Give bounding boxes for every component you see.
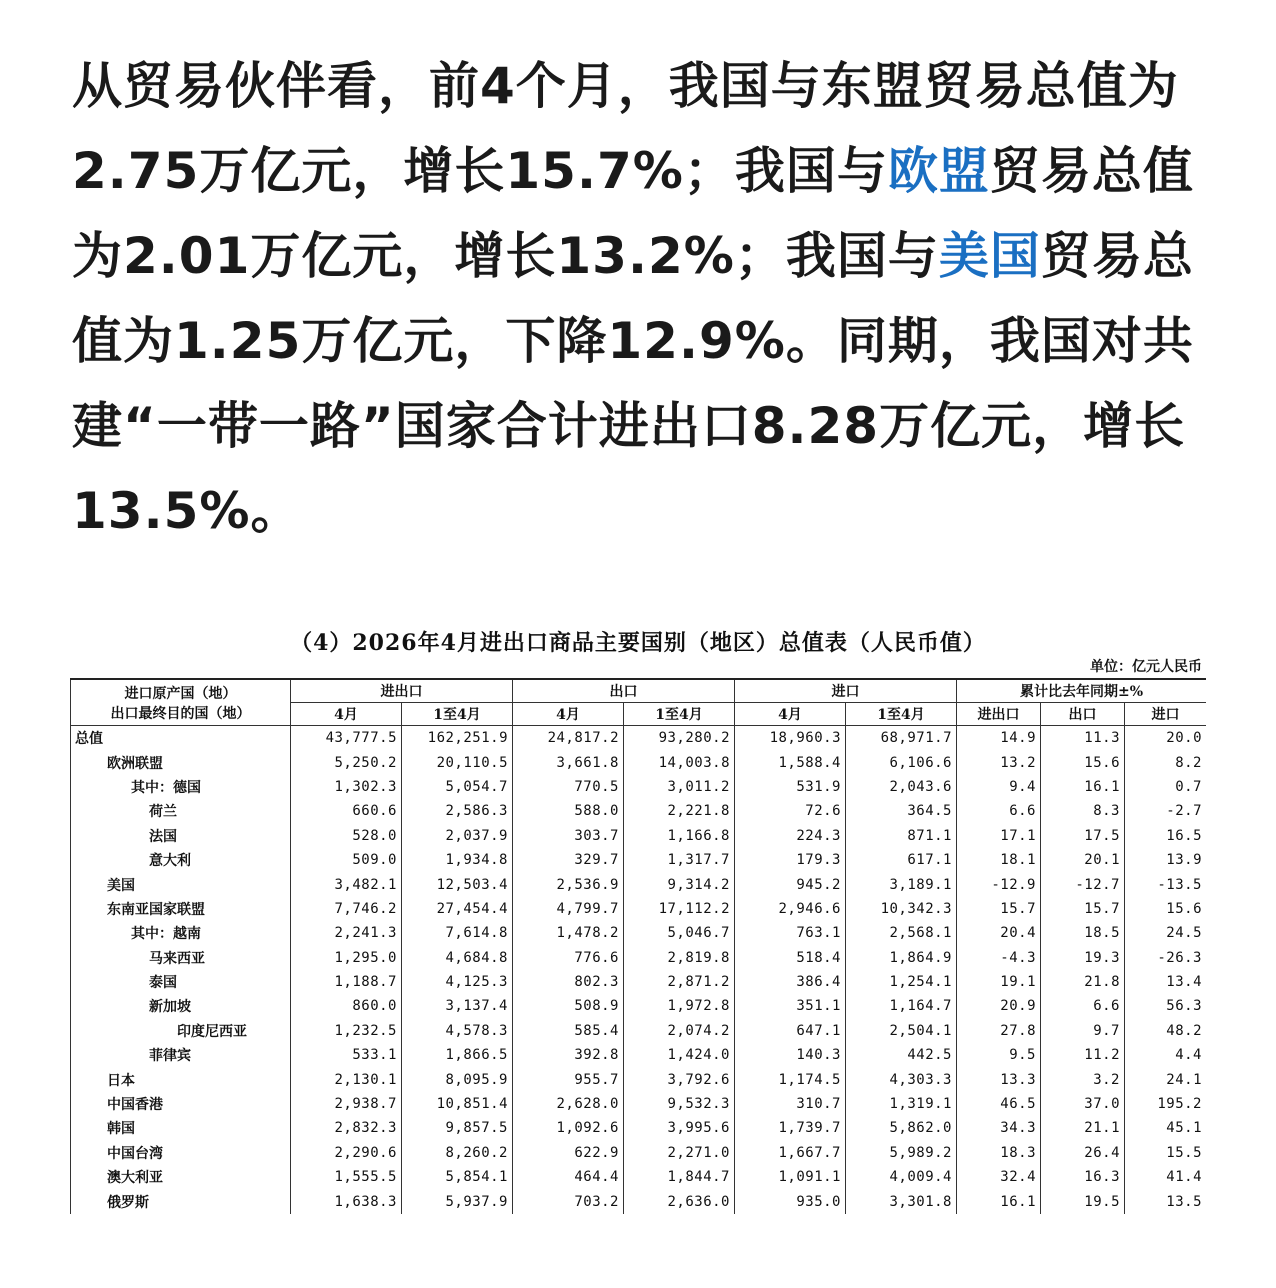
value-cell: 16.1 [957, 1189, 1041, 1213]
header-group-yoy: 累计比去年同期±% [957, 679, 1207, 703]
value-cell: 776.6 [513, 946, 624, 970]
header-sub-col: 1至4月 [402, 703, 513, 726]
header-sub-col: 1至4月 [624, 703, 735, 726]
table-row [71, 1116, 1207, 1140]
country-name-cell: 美国 [71, 872, 291, 896]
value-cell: 15.7 [1041, 897, 1125, 921]
value-cell: 2,290.6 [291, 1141, 402, 1165]
value-cell: 871.1 [846, 824, 957, 848]
value-cell: 93,280.2 [624, 726, 735, 751]
country-name-cell: 法国 [71, 824, 291, 848]
header-sub-col: 4月 [513, 703, 624, 726]
value-cell: 5,854.1 [402, 1165, 513, 1189]
value-cell: 660.6 [291, 799, 402, 823]
value-cell: 17,112.2 [624, 897, 735, 921]
value-cell: 386.4 [735, 970, 846, 994]
value-cell: 4,303.3 [846, 1067, 957, 1091]
value-cell: 1,424.0 [624, 1043, 735, 1067]
value-cell: 1,091.1 [735, 1165, 846, 1189]
value-cell: 4,799.7 [513, 897, 624, 921]
header-country [71, 679, 291, 726]
value-cell: 4,125.3 [402, 970, 513, 994]
value-cell: 6,106.6 [846, 750, 957, 774]
value-cell: -13.5 [1125, 872, 1207, 896]
value-cell: 2,037.9 [402, 824, 513, 848]
value-cell: 21.8 [1041, 970, 1125, 994]
header-sub-col: 进出口 [957, 703, 1041, 726]
value-cell: 34.3 [957, 1116, 1041, 1140]
value-cell: 195.2 [1125, 1092, 1207, 1116]
value-cell: 10,342.3 [846, 897, 957, 921]
value-cell: 442.5 [846, 1043, 957, 1067]
value-cell: 32.4 [957, 1165, 1041, 1189]
value-cell: 3,995.6 [624, 1116, 735, 1140]
value-cell: 528.0 [291, 824, 402, 848]
value-cell: 11.2 [1041, 1043, 1125, 1067]
value-cell: 27.8 [957, 1019, 1041, 1043]
header-group-export: 出口 [513, 679, 735, 703]
value-cell: 19.5 [1041, 1189, 1125, 1213]
value-cell: 46.5 [957, 1092, 1041, 1116]
value-cell: 13.2 [957, 750, 1041, 774]
value-cell: 13.5 [1125, 1189, 1207, 1213]
value-cell: 1,188.7 [291, 970, 402, 994]
value-cell: 2,536.9 [513, 872, 624, 896]
table-row [71, 848, 1207, 872]
value-cell: 1,295.0 [291, 946, 402, 970]
table-row [71, 946, 1207, 970]
value-cell: 3.2 [1041, 1067, 1125, 1091]
value-cell: 860.0 [291, 994, 402, 1018]
value-cell: 5,989.2 [846, 1141, 957, 1165]
value-cell: 802.3 [513, 970, 624, 994]
value-cell: 2,946.6 [735, 897, 846, 921]
value-cell: 1,866.5 [402, 1043, 513, 1067]
table-row [71, 1141, 1207, 1165]
value-cell: 24,817.2 [513, 726, 624, 751]
value-cell: 3,661.8 [513, 750, 624, 774]
article-text-part-1: 从贸易伙伴看，前4个月，我国与东盟贸易总值为2.75万亿元，增长15.7%；我国与 [72, 57, 1179, 200]
value-cell: 1,092.6 [513, 1116, 624, 1140]
value-cell: 43,777.5 [291, 726, 402, 751]
value-cell: 1,555.5 [291, 1165, 402, 1189]
value-cell: 2,241.3 [291, 921, 402, 945]
value-cell: 329.7 [513, 848, 624, 872]
country-name-cell: 其中：越南 [71, 921, 291, 945]
value-cell: 585.4 [513, 1019, 624, 1043]
table-row [71, 1043, 1207, 1067]
value-cell: 18.3 [957, 1141, 1041, 1165]
value-cell: 2,130.1 [291, 1067, 402, 1091]
value-cell: -26.3 [1125, 946, 1207, 970]
table-row [71, 726, 1207, 751]
value-cell: 9,314.2 [624, 872, 735, 896]
value-cell: 7,614.8 [402, 921, 513, 945]
table-row [71, 994, 1207, 1018]
table-row [71, 970, 1207, 994]
value-cell: 518.4 [735, 946, 846, 970]
value-cell: 68,971.7 [846, 726, 957, 751]
value-cell: 1,478.2 [513, 921, 624, 945]
value-cell: 6.6 [1041, 994, 1125, 1018]
value-cell: 41.4 [1125, 1165, 1207, 1189]
value-cell: 14,003.8 [624, 750, 735, 774]
table-row [71, 872, 1207, 896]
table-row [71, 1019, 1207, 1043]
value-cell: 3,301.8 [846, 1189, 957, 1213]
value-cell: -12.9 [957, 872, 1041, 896]
value-cell: -4.3 [957, 946, 1041, 970]
header-sub-col: 进口 [1125, 703, 1207, 726]
value-cell: 8.3 [1041, 799, 1125, 823]
value-cell: 13.3 [957, 1067, 1041, 1091]
value-cell: 1,588.4 [735, 750, 846, 774]
country-name-cell: 意大利 [71, 848, 291, 872]
table-row [71, 750, 1207, 774]
value-cell: 24.1 [1125, 1067, 1207, 1091]
country-name-cell: 其中：德国 [71, 775, 291, 799]
header-sub-col: 4月 [291, 703, 402, 726]
value-cell: 20.9 [957, 994, 1041, 1018]
value-cell: 45.1 [1125, 1116, 1207, 1140]
value-cell: 2,271.0 [624, 1141, 735, 1165]
value-cell: 2,568.1 [846, 921, 957, 945]
value-cell: 140.3 [735, 1043, 846, 1067]
value-cell: 533.1 [291, 1043, 402, 1067]
value-cell: 16.5 [1125, 824, 1207, 848]
value-cell: 1,319.1 [846, 1092, 957, 1116]
value-cell: 4,578.3 [402, 1019, 513, 1043]
header-sub-col: 4月 [735, 703, 846, 726]
value-cell: 508.9 [513, 994, 624, 1018]
table-row [71, 1092, 1207, 1116]
value-cell: 17.1 [957, 824, 1041, 848]
table-body [71, 726, 1207, 1214]
value-cell: -12.7 [1041, 872, 1125, 896]
table-row [71, 824, 1207, 848]
value-cell: 17.5 [1041, 824, 1125, 848]
country-name-cell: 俄罗斯 [71, 1189, 291, 1213]
value-cell: -2.7 [1125, 799, 1207, 823]
value-cell: 5,250.2 [291, 750, 402, 774]
value-cell: 5,937.9 [402, 1189, 513, 1213]
value-cell: 15.5 [1125, 1141, 1207, 1165]
value-cell: 310.7 [735, 1092, 846, 1116]
header-sub-col: 出口 [1041, 703, 1125, 726]
value-cell: 2,586.3 [402, 799, 513, 823]
country-name-cell: 中国台湾 [71, 1141, 291, 1165]
value-cell: 935.0 [735, 1189, 846, 1213]
value-cell: 622.9 [513, 1141, 624, 1165]
value-cell: 2,938.7 [291, 1092, 402, 1116]
table-row [71, 1189, 1207, 1213]
header-sub-col: 1至4月 [846, 703, 957, 726]
link-us[interactable]: 美国 [938, 227, 1041, 285]
header-group-import: 进口 [735, 679, 957, 703]
value-cell: 351.1 [735, 994, 846, 1018]
header-group-total: 进出口 [291, 679, 513, 703]
value-cell: 15.7 [957, 897, 1041, 921]
value-cell: 18.1 [957, 848, 1041, 872]
country-name-cell: 澳大利亚 [71, 1165, 291, 1189]
value-cell: 20.0 [1125, 726, 1207, 751]
value-cell: 2,819.8 [624, 946, 735, 970]
country-name-cell: 中国香港 [71, 1092, 291, 1116]
value-cell: 7,746.2 [291, 897, 402, 921]
country-name-cell: 新加坡 [71, 994, 291, 1018]
value-cell: 56.3 [1125, 994, 1207, 1018]
value-cell: 15.6 [1041, 750, 1125, 774]
value-cell: 1,317.7 [624, 848, 735, 872]
table-row [71, 775, 1207, 799]
value-cell: 9.7 [1041, 1019, 1125, 1043]
table-row [71, 897, 1207, 921]
table-row [71, 921, 1207, 945]
table-row [71, 1067, 1207, 1091]
value-cell: 16.3 [1041, 1165, 1125, 1189]
value-cell: 364.5 [846, 799, 957, 823]
value-cell: 224.3 [735, 824, 846, 848]
value-cell: 1,638.3 [291, 1189, 402, 1213]
link-eu[interactable]: 欧盟 [887, 142, 990, 200]
value-cell: 1,739.7 [735, 1116, 846, 1140]
value-cell: 5,054.7 [402, 775, 513, 799]
header-country-line1: 进口原产国（地） [124, 685, 237, 702]
value-cell: 1,934.8 [402, 848, 513, 872]
value-cell: 945.2 [735, 872, 846, 896]
value-cell: 6.6 [957, 799, 1041, 823]
value-cell: 3,189.1 [846, 872, 957, 896]
value-cell: 2,221.8 [624, 799, 735, 823]
value-cell: 26.4 [1041, 1141, 1125, 1165]
article-text [72, 44, 1212, 554]
value-cell: 3,137.4 [402, 994, 513, 1018]
value-cell: 531.9 [735, 775, 846, 799]
value-cell: 15.6 [1125, 897, 1207, 921]
value-cell: 48.2 [1125, 1019, 1207, 1043]
value-cell: 4.4 [1125, 1043, 1207, 1067]
value-cell: 4,009.4 [846, 1165, 957, 1189]
value-cell: 13.9 [1125, 848, 1207, 872]
value-cell: 8.2 [1125, 750, 1207, 774]
value-cell: 1,174.5 [735, 1067, 846, 1091]
value-cell: 24.5 [1125, 921, 1207, 945]
country-name-cell: 东南亚国家联盟 [71, 897, 291, 921]
value-cell: 8,095.9 [402, 1067, 513, 1091]
value-cell: 1,864.9 [846, 946, 957, 970]
value-cell: 588.0 [513, 799, 624, 823]
country-name-cell: 泰国 [71, 970, 291, 994]
value-cell: 5,862.0 [846, 1116, 957, 1140]
value-cell: 21.1 [1041, 1116, 1125, 1140]
country-name-cell: 总值 [71, 726, 291, 751]
value-cell: 2,832.3 [291, 1116, 402, 1140]
value-cell: 1,166.8 [624, 824, 735, 848]
value-cell: 14.9 [957, 726, 1041, 751]
country-name-cell: 荷兰 [71, 799, 291, 823]
value-cell: 1,232.5 [291, 1019, 402, 1043]
value-cell: 1,972.8 [624, 994, 735, 1018]
value-cell: 72.6 [735, 799, 846, 823]
value-cell: 647.1 [735, 1019, 846, 1043]
value-cell: 4,684.8 [402, 946, 513, 970]
value-cell: 12,503.4 [402, 872, 513, 896]
value-cell: 16.1 [1041, 775, 1125, 799]
value-cell: 464.4 [513, 1165, 624, 1189]
value-cell: 617.1 [846, 848, 957, 872]
header-country-line2: 出口最终目的国（地） [110, 705, 251, 722]
value-cell: 2,628.0 [513, 1092, 624, 1116]
value-cell: 3,792.6 [624, 1067, 735, 1091]
value-cell: 11.3 [1041, 726, 1125, 751]
value-cell: 162,251.9 [402, 726, 513, 751]
value-cell: 1,667.7 [735, 1141, 846, 1165]
trade-table-image [70, 622, 1206, 1242]
value-cell: 9,532.3 [624, 1092, 735, 1116]
value-cell: 2,871.2 [624, 970, 735, 994]
value-cell: 27,454.4 [402, 897, 513, 921]
value-cell: 1,254.1 [846, 970, 957, 994]
value-cell: 703.2 [513, 1189, 624, 1213]
article-text-part-2: 贸易总值为2.01万亿元，增长13.2%；我国与 [72, 142, 1194, 285]
value-cell: 9.4 [957, 775, 1041, 799]
value-cell: 392.8 [513, 1043, 624, 1067]
table-unit: 单位：亿元人民币 [1090, 659, 1202, 675]
value-cell: 1,302.3 [291, 775, 402, 799]
value-cell: 303.7 [513, 824, 624, 848]
country-name-cell: 欧洲联盟 [71, 750, 291, 774]
value-cell: 2,074.2 [624, 1019, 735, 1043]
value-cell: 20,110.5 [402, 750, 513, 774]
value-cell: 0.7 [1125, 775, 1207, 799]
value-cell: 763.1 [735, 921, 846, 945]
value-cell: 2,043.6 [846, 775, 957, 799]
value-cell: 5,046.7 [624, 921, 735, 945]
value-cell: 1,844.7 [624, 1165, 735, 1189]
value-cell: 18.5 [1041, 921, 1125, 945]
value-cell: 2,636.0 [624, 1189, 735, 1213]
value-cell: 9.5 [957, 1043, 1041, 1067]
country-name-cell: 日本 [71, 1067, 291, 1091]
article-text-part-3: 贸易总值为1.25万亿元，下降12.9%。同期，我国对共建“一带一路”国家合计进出口8.28万亿元，增长13.5%。 [72, 227, 1194, 540]
value-cell: 3,011.2 [624, 775, 735, 799]
value-cell: 509.0 [291, 848, 402, 872]
value-cell: 1,164.7 [846, 994, 957, 1018]
value-cell: 19.3 [1041, 946, 1125, 970]
value-cell: 37.0 [1041, 1092, 1125, 1116]
country-name-cell: 韩国 [71, 1116, 291, 1140]
country-name-cell: 马来西亚 [71, 946, 291, 970]
value-cell: 955.7 [513, 1067, 624, 1091]
table-row [71, 1165, 1207, 1189]
value-cell: 8,260.2 [402, 1141, 513, 1165]
value-cell: 10,851.4 [402, 1092, 513, 1116]
value-cell: 2,504.1 [846, 1019, 957, 1043]
value-cell: 3,482.1 [291, 872, 402, 896]
value-cell: 179.3 [735, 848, 846, 872]
trade-table [70, 678, 1206, 1214]
country-name-cell: 印度尼西亚 [71, 1019, 291, 1043]
value-cell: 9,857.5 [402, 1116, 513, 1140]
value-cell: 13.4 [1125, 970, 1207, 994]
value-cell: 19.1 [957, 970, 1041, 994]
value-cell: 770.5 [513, 775, 624, 799]
value-cell: 18,960.3 [735, 726, 846, 751]
table-row [71, 799, 1207, 823]
table-title: （4）2026年4月进出口商品主要国别（地区）总值表（人民币值） [290, 630, 986, 656]
value-cell: 20.1 [1041, 848, 1125, 872]
country-name-cell: 菲律宾 [71, 1043, 291, 1067]
value-cell: 20.4 [957, 921, 1041, 945]
